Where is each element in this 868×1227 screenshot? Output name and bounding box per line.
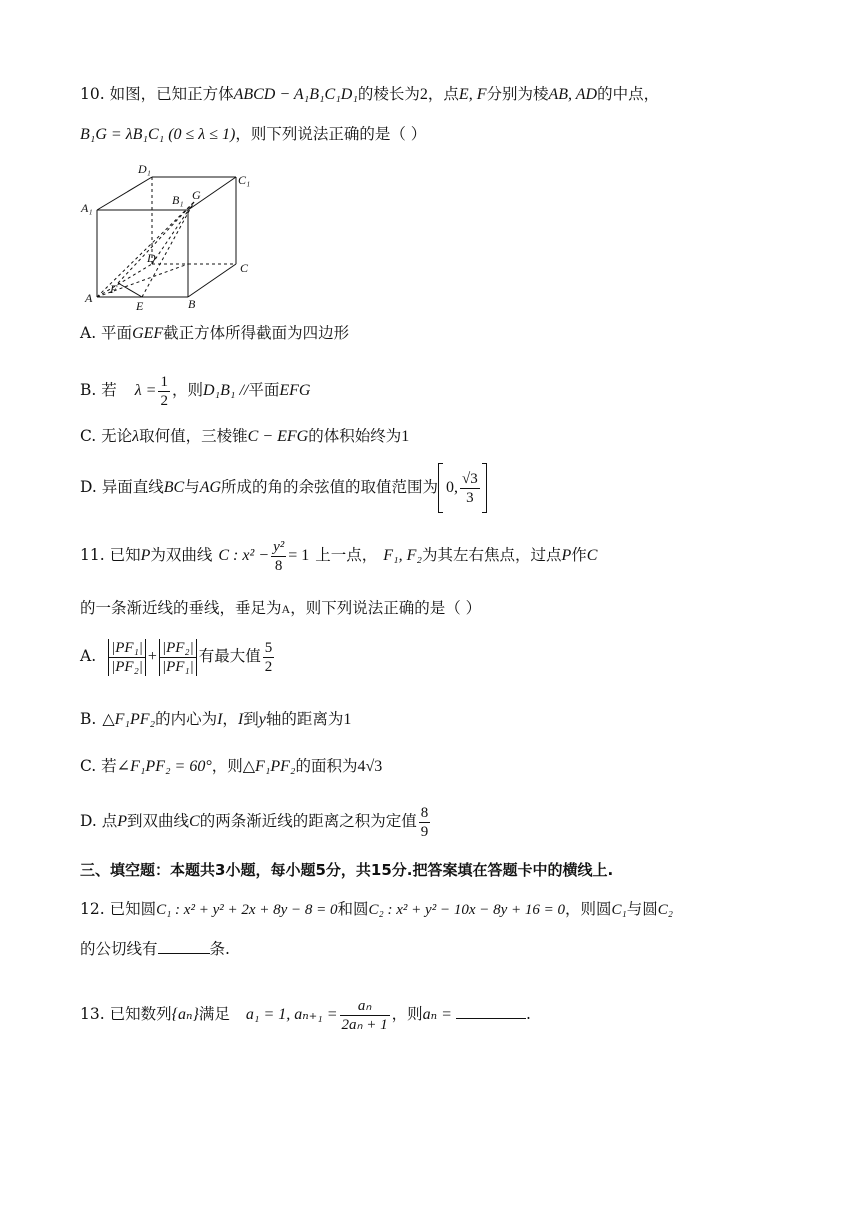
- q10-line1: 10. 如图，已知正方体ABCD − A₁B₁C₁D₁的棱长为2，点E, F分别为棱AB, AD的中点，: [80, 85, 660, 103]
- label-E: E: [136, 299, 144, 312]
- q10-cube-name: ABCD − A₁B₁C₁D₁: [233, 86, 358, 103]
- label-G: G: [192, 188, 201, 202]
- label-C: C: [240, 261, 249, 275]
- fraction: $\frac{1}{2}$: [160, 373, 168, 409]
- fraction: $\frac{\text{|PF₂|}}{\text{|PF₁|}}$: [159, 639, 197, 676]
- q11-option-b: B. △F₁PF₂的内心为I，I到y轴的距离为1: [80, 710, 352, 728]
- q10-line2: B₁G = λB₁C₁ (0 ≤ λ ≤ 1)，则下列说法正确的是（ ）: [80, 125, 427, 143]
- fraction: $\frac{√3}{3}$: [462, 470, 478, 506]
- fraction: $\frac{\text{aₙ}}{\text{2aₙ + 1}}$: [341, 997, 388, 1033]
- label-B: B: [188, 297, 196, 311]
- cube-figure: [80, 160, 260, 312]
- answer-blank[interactable]: [456, 1018, 526, 1019]
- answer-blank[interactable]: [158, 953, 210, 954]
- q13-line: 13. 已知数列{aₙ}满足 a₁ = 1, aₙ₊₁ = $\frac{\text{aₙ}}{\text{2aₙ + 1}}$ ，则aₙ = .: [80, 997, 531, 1033]
- q11-option-a: A. $\frac{\text{|PF₁|}}{\text{|PF₂|}}$ + $\frac{\text{|PF₂|}}{\text{|PF₁|}}$ 有最大值 $\frac{5}{2}$: [80, 639, 273, 675]
- fraction: $\frac{\text{|PF₁|}}{\text{|PF₂|}}$: [108, 639, 146, 676]
- q10-option-a: A. 平面GEF截正方体所得截面为四边形: [80, 324, 350, 342]
- q10-option-d: D. 异面直线BC与AG所成的角的余弦值的取值范围为 0, $\frac{√3}{3}$: [80, 460, 487, 515]
- label-D1: D₁: [138, 162, 151, 176]
- q12-line1: 12. 已知圆C₁ : x² + y² + 2x + 8y − 8 = 0和圆C₂ : x² + y² − 10x − 8y + 16 = 0，则圆C₁与圆C₂: [80, 900, 673, 918]
- q11-line2: 的一条渐近线的垂线，垂足为A，则下列说法正确的是（ ）: [80, 599, 482, 617]
- label-A1: A₁: [81, 201, 93, 215]
- label-F: F: [110, 282, 118, 296]
- q11-line1: 11. 已知P为双曲线 C : x² − $\frac{\text{y²}}{8}$ = 1 上一点， F₁, F₂为其左右焦点，过点P作C: [80, 538, 598, 574]
- label-B1: B₁: [172, 193, 184, 207]
- q10-option-c: C. 无论λ取何值，三棱锥C − EFG的体积始终为1: [80, 427, 410, 445]
- fraction: $\frac{8}{9}$: [420, 804, 429, 840]
- q10-vector-condition: B₁G = λB₁C₁ (0 ≤ λ ≤ 1): [80, 126, 236, 143]
- q11-option-c: C. 若∠F₁PF₂ = 60°，则△F₁PF₂的面积为4√3: [80, 757, 383, 775]
- fraction: $\frac{\text{y²}}{8}$: [273, 538, 285, 574]
- q12-line2: 的公切线有 条.: [80, 940, 230, 958]
- label-A: A: [85, 291, 93, 305]
- fraction: $\frac{5}{2}$: [264, 639, 273, 675]
- q11-option-d: D. 点P到双曲线C的两条渐近线的距离之积为定值 $\frac{8}{9}$: [80, 804, 429, 840]
- q10-option-b: B. 若 λ = $\frac{1}{2}$ ，则D₁B₁ //平面EFG: [80, 373, 311, 409]
- section-heading: 三、填空题：本题共3小题，每小题5分，共15分.把答案填在答题卡中的横线上.: [80, 861, 614, 879]
- label-D: D: [147, 251, 156, 265]
- label-C1: C₁: [238, 173, 251, 187]
